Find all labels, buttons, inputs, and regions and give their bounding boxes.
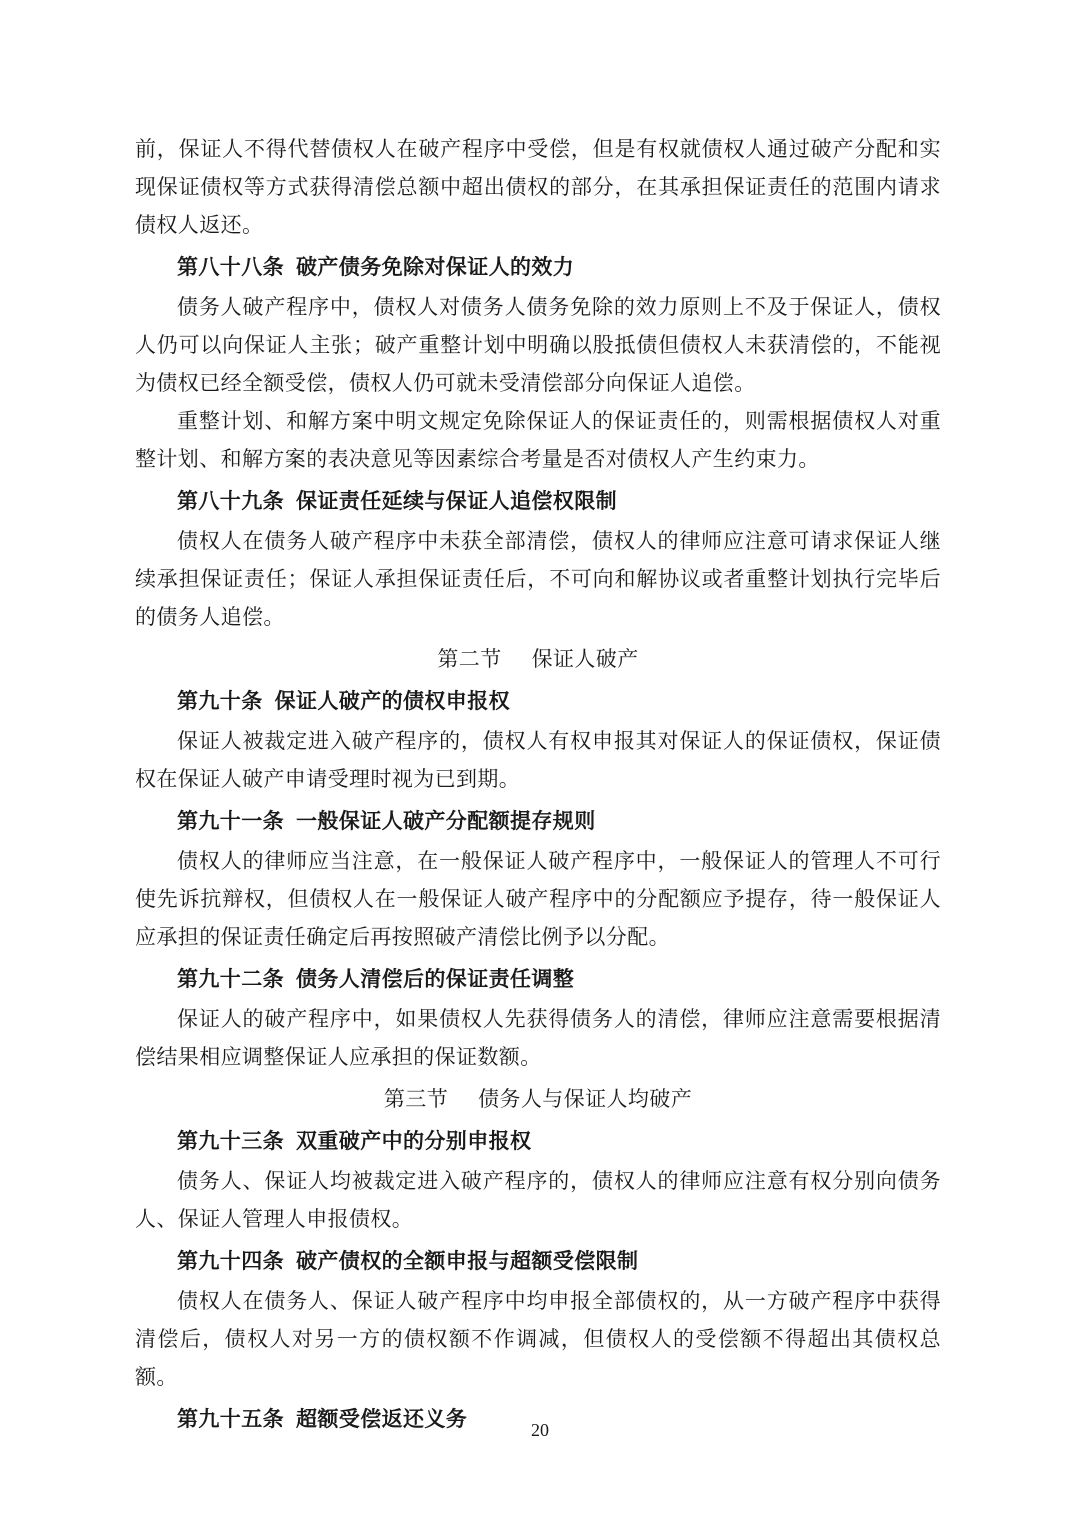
article-94-paragraph-1: 债权人在债务人、保证人破产程序中均申报全部债权的，从一方破产程序中获得清偿后，债权人对另一方的债权额不作调减，但债权人的受偿额不得超出其债权总额。: [135, 1289, 941, 1389]
article-number: 第九十五条: [177, 1406, 284, 1431]
article-88-heading: [135, 248, 941, 286]
article-90-paragraph-1: 保证人被裁定进入破产程序的，债权人有权申报其对保证人的保证债权，保证债权在保证人破产申请受理时视为已到期。: [135, 729, 941, 791]
opening-paragraph: 前，保证人不得代替债权人在破产程序中受偿，但是有权就债权人通过破产分配和实现保证债权等方式获得清偿总额中超出债权的部分，在其承担保证责任的范围内请求债权人返还。: [135, 137, 941, 237]
article-89-paragraph-1: 债权人在债务人破产程序中未获全部清偿，债权人的律师应注意可请求保证人继续承担保证责任；保证人承担保证责任后，不可向和解协议或者重整计划执行完毕后的债务人追偿。: [135, 529, 941, 629]
article-title: 双重破产中的分别申报权: [296, 1128, 532, 1153]
article-number: 第八十八条: [177, 254, 284, 279]
article-title: 破产债权的全额申报与超额受偿限制: [296, 1248, 639, 1273]
article-number: 第九十二条: [177, 966, 284, 991]
page-number: 20: [531, 1420, 549, 1440]
article-90-heading: [135, 682, 941, 720]
article-title: 超额受偿返还义务: [296, 1406, 468, 1431]
article-title: 保证责任延续与保证人追偿权限制: [296, 488, 617, 513]
article-number: 第八十九条: [177, 488, 284, 513]
article-title: 一般保证人破产分配额提存规则: [296, 808, 596, 833]
section-title: 保证人破产: [531, 647, 639, 671]
article-91-heading: [135, 802, 941, 840]
article-88-paragraph-2: 重整计划、和解方案中明文规定免除保证人的保证责任的，则需根据债权人对重整计划、和解方案的表决意见等因素综合考量是否对债权人产生约束力。: [135, 409, 941, 471]
document-body: [135, 130, 941, 1440]
article-94-heading: [135, 1242, 941, 1280]
article-89-heading: [135, 482, 941, 520]
article-88-paragraph-1: 债务人破产程序中，债权人对债务人债务免除的效力原则上不及于保证人，债权人仍可以向保证人主张；破产重整计划中明确以股抵债但债权人未获清偿的，不能视为债权已经全额受偿，债权人仍可就未受清偿部分向保证人追偿。: [135, 295, 941, 395]
section-3-heading: [135, 1080, 941, 1118]
article-93-paragraph-1: 债务人、保证人均被裁定进入破产程序的，债权人的律师应注意有权分别向债务人、保证人管理人申报债权。: [135, 1169, 941, 1231]
article-number: 第九十条: [177, 688, 263, 713]
article-number: 第九十一条: [177, 808, 284, 833]
section-number: 第二节: [437, 647, 502, 671]
article-91-paragraph-1: 债权人的律师应当注意，在一般保证人破产程序中，一般保证人的管理人不可行使先诉抗辩权，但债权人在一般保证人破产程序中的分配额应予提存，待一般保证人应承担的保证责任确定后再按照破产清偿比例予以分配。: [135, 849, 941, 949]
article-92-heading: [135, 960, 941, 998]
section-2-heading: [135, 640, 941, 678]
section-title: 债务人与保证人均破产: [478, 1087, 693, 1111]
section-number: 第三节: [383, 1087, 449, 1111]
article-number: 第九十四条: [177, 1248, 284, 1273]
article-title: 债务人清偿后的保证责任调整: [296, 966, 575, 991]
article-title: 保证人破产的债权申报权: [274, 688, 511, 713]
article-title: 破产债务免除对保证人的效力: [296, 254, 575, 279]
article-92-paragraph-1: 保证人的破产程序中，如果债权人先获得债务人的清偿，律师应注意需要根据清偿结果相应调整保证人应承担的保证数额。: [135, 1007, 941, 1069]
article-number: 第九十三条: [177, 1128, 284, 1153]
article-93-heading: [135, 1122, 941, 1160]
